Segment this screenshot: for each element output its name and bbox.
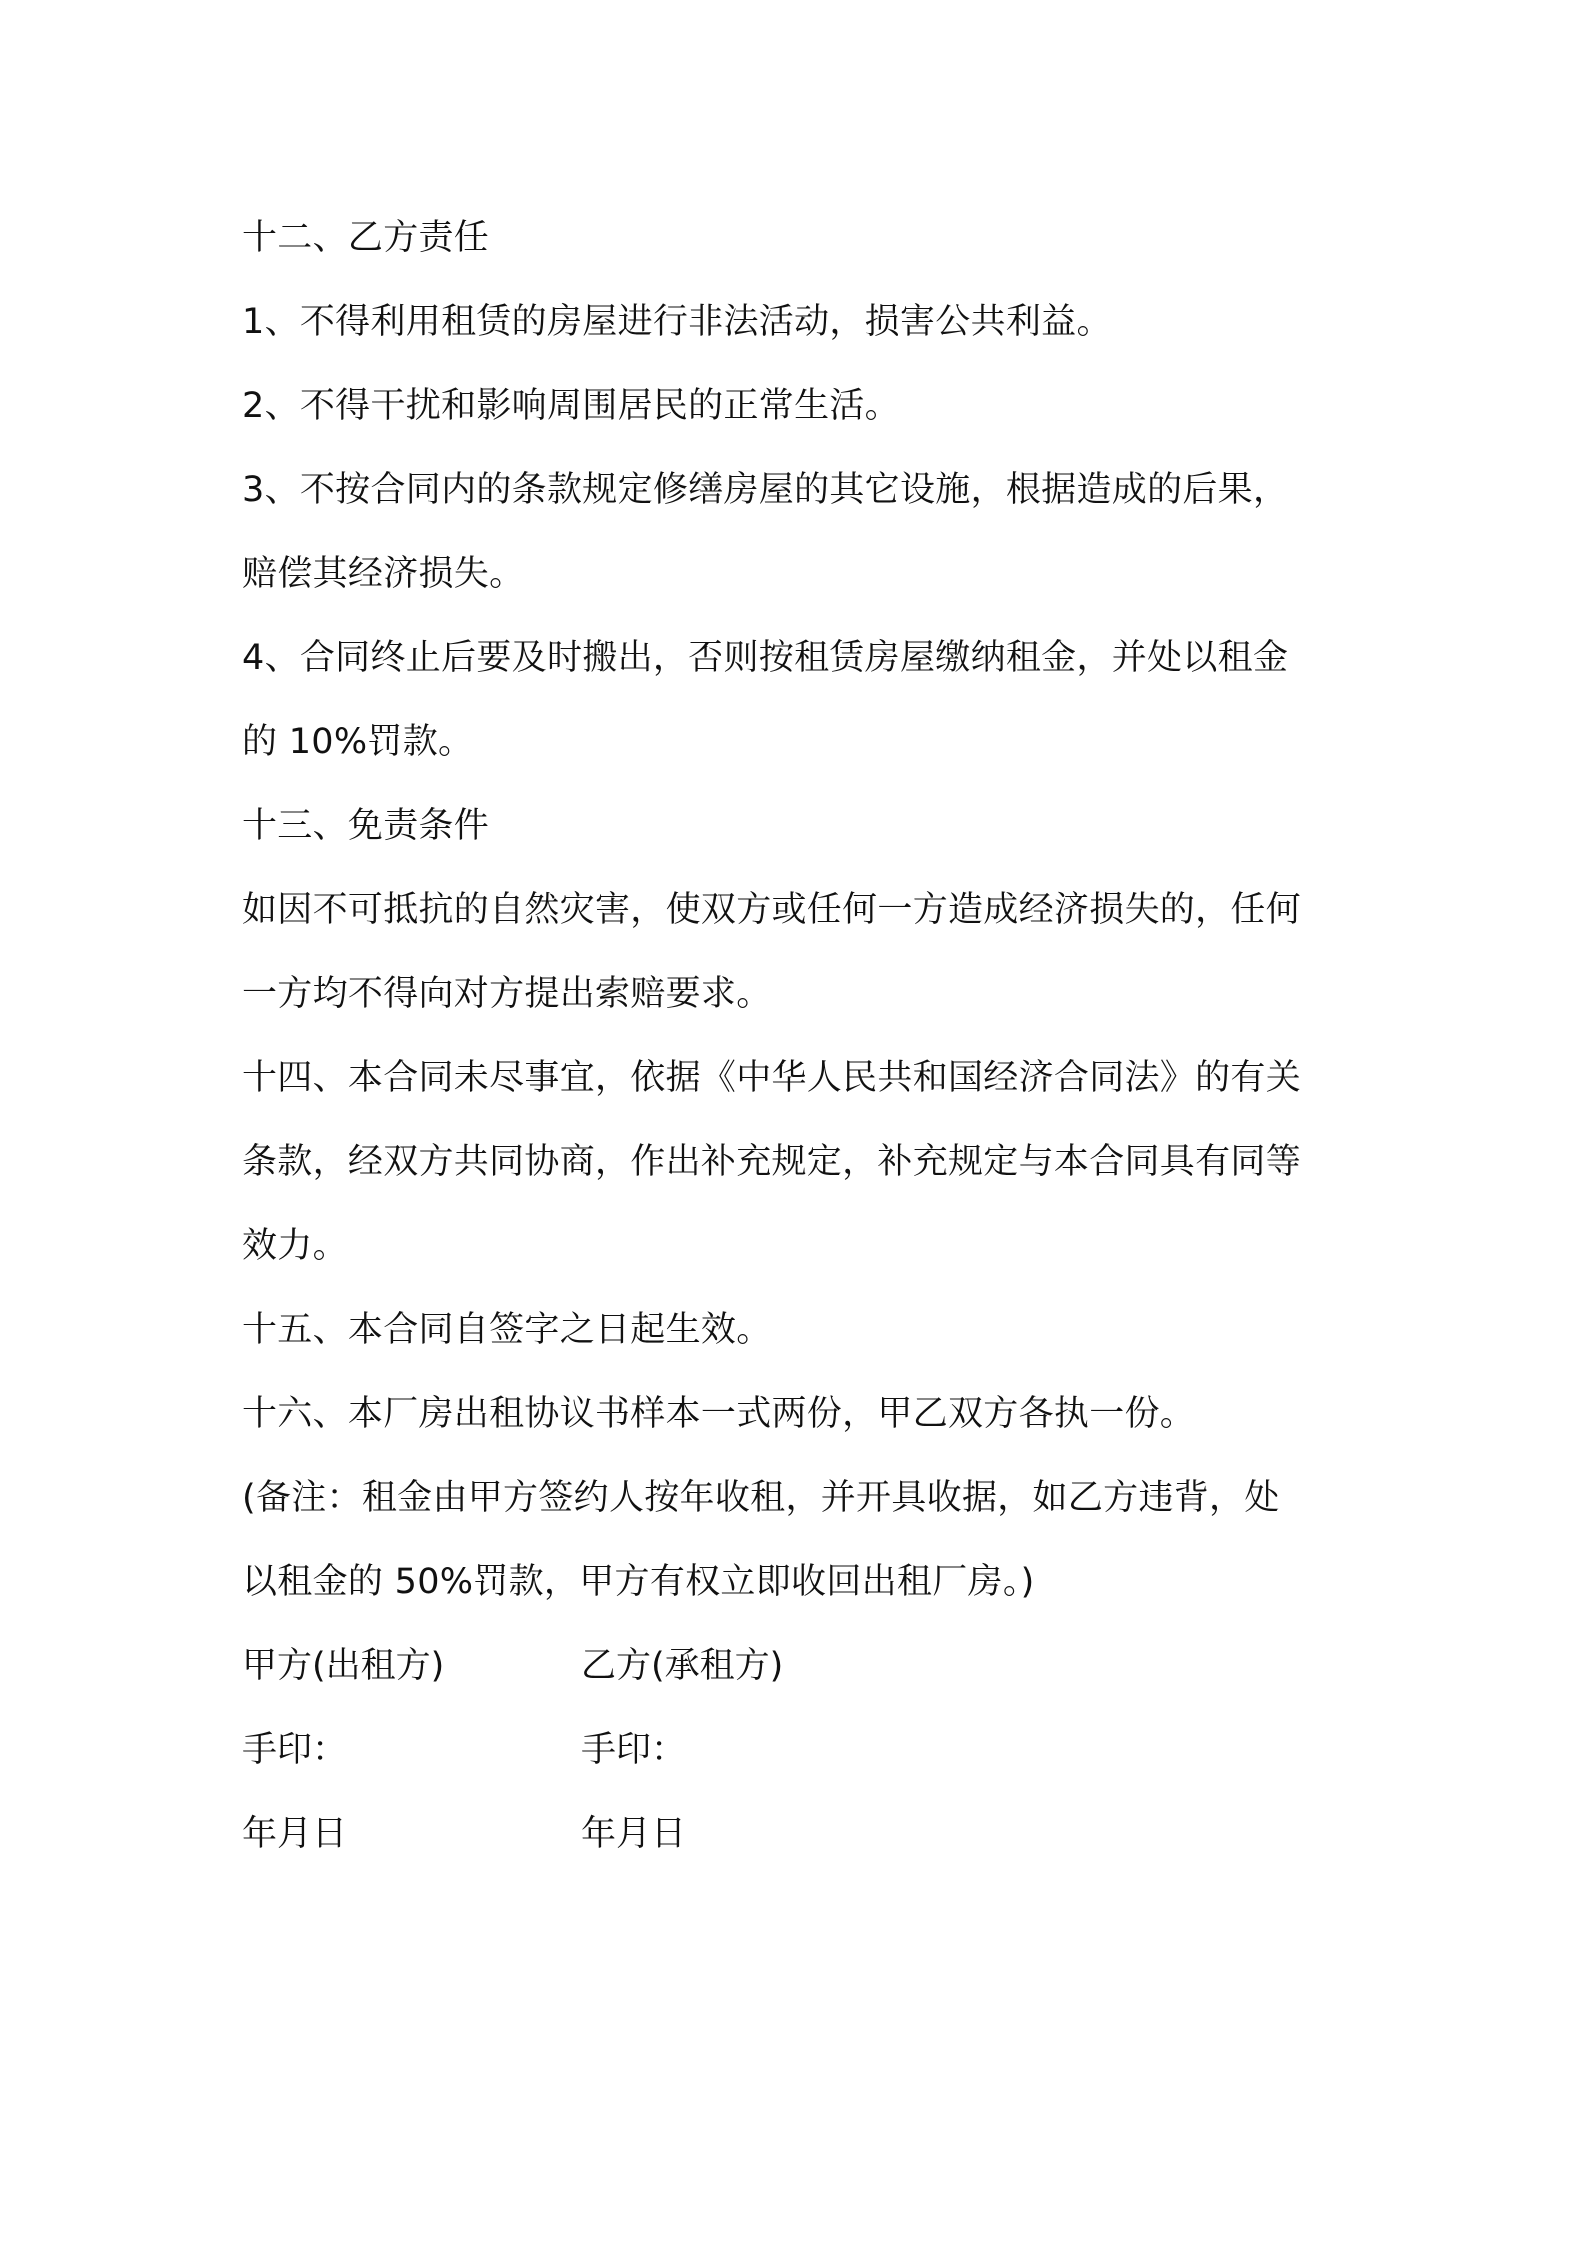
clause-12-1: 1、不得利用租赁的房屋进行非法活动，损害公共利益。 <box>242 302 1112 342</box>
section-16: 十六、本厂房出租协议书样本一式两份，甲乙双方各执一份。 <box>242 1394 1196 1434</box>
party-a-date: 年月日 <box>242 1814 348 1854</box>
party-b-seal: 手印： <box>581 1730 687 1770</box>
clause-13-text-cont: 一方均不得向对方提出索赔要求。 <box>242 974 772 1014</box>
clause-12-4-cont: 的 10%罚款。 <box>242 722 474 762</box>
heading-section-13: 十三、免责条件 <box>242 806 490 846</box>
section-15: 十五、本合同自签字之日起生效。 <box>242 1310 772 1350</box>
party-a-seal: 手印： <box>242 1730 348 1770</box>
remark-note: (备注：租金由甲方签约人按年收租，并开具收据，如乙方违背，处 <box>242 1478 1280 1518</box>
section-14-cont: 条款，经双方共同协商，作出补充规定，补充规定与本合同具有同等 <box>242 1142 1302 1182</box>
signature-titles-row <box>242 1624 1357 1708</box>
signature-date-row <box>242 1792 1357 1876</box>
clause-13-text: 如因不可抵抗的自然灾害，使双方或任何一方造成经济损失的，任何 <box>242 890 1302 930</box>
clause-12-3-cont: 赔偿其经济损失。 <box>242 554 525 594</box>
contract-body <box>242 196 1357 1624</box>
signature-seal-row <box>242 1708 1357 1792</box>
section-14: 十四、本合同未尽事宜，依据《中华人民共和国经济合同法》的有关 <box>242 1058 1302 1098</box>
party-b-date: 年月日 <box>581 1814 687 1854</box>
heading-section-12: 十二、乙方责任 <box>242 218 490 258</box>
clause-12-2: 2、不得干扰和影响周围居民的正常生活。 <box>242 386 900 426</box>
clause-12-4: 4、合同终止后要及时搬出，否则按租赁房屋缴纳租金，并处以租金 <box>242 638 1289 678</box>
clause-12-3: 3、不按合同内的条款规定修缮房屋的其它设施，根据造成的后果， <box>242 470 1289 510</box>
remark-note-cont: 以租金的 50%罚款，甲方有权立即收回出租厂房。) <box>242 1562 1035 1602</box>
party-a-title: 甲方(出租方) <box>242 1646 445 1686</box>
section-14-cont-2: 效力。 <box>242 1226 348 1266</box>
party-b-title: 乙方(承租方) <box>581 1646 784 1686</box>
